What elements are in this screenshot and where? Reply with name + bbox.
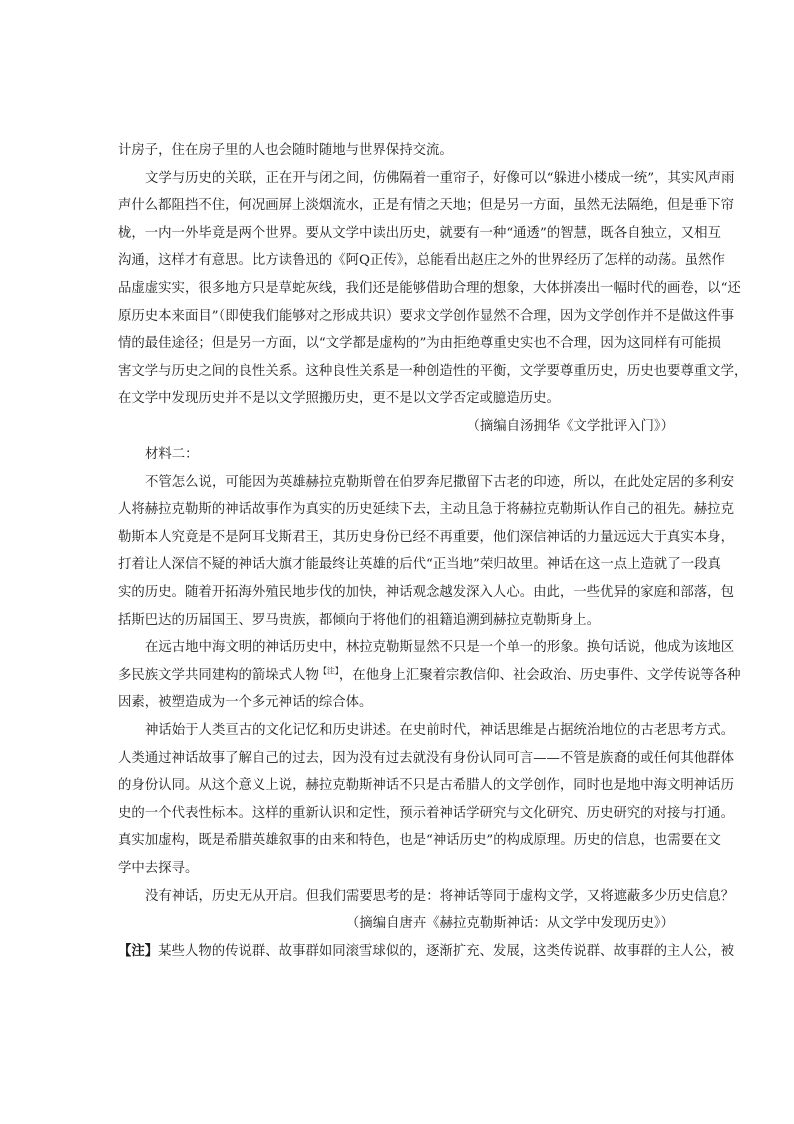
- paragraph-line: 的身份认同。从这个意义上说，赫拉克勒斯神话不只是古希腊人的文学创作，同时也是地中海文明神话历: [118, 778, 734, 794]
- footnote-label: 【注】: [118, 942, 159, 959]
- paragraph-line: 史的一个代表性标本。这样的重新认识和定性，预示着神话学研究与文化研究、历史研究的对接与打通。: [118, 805, 734, 821]
- paragraph-line: 勒斯本人究竟是不是阿耳戈斯君王，其历史身份已经不再重要，他们深信神话的力量远远大于真实本身，: [118, 529, 734, 545]
- paragraph-line: 打着让人深信不疑的神话大旗才能最终让英雄的后代“正当地”荣归故里。神话在这一点上造就了一段真: [118, 557, 721, 573]
- source-citation: （摘编自汤拥华《文学批评入门》）: [466, 418, 674, 434]
- footnote-marker: 【注】: [318, 666, 339, 676]
- paragraph-line: 品虚虚实实，很多地方只是草蛇灰线，我们还是能够借助合理的想象，大体拼凑出一幅时代的画卷，以“还: [118, 280, 741, 296]
- paragraph-line: 沟通，这样才有意思。比方读鲁迅的《阿Q正传》，总能看出赵庄之外的世界经历了怎样的动荡。虽然作: [118, 253, 725, 269]
- paragraph-line: 栊，一内一外毕竟是两个世界。要从文学中读出历史，就要有一种“通透”的智慧，既各自独立，又相互: [118, 225, 721, 241]
- paragraph-line: 人类通过神话故事了解自己的过去，因为没有过去就没有身份认同可言——不管是族裔的或任何其他群体: [118, 750, 734, 766]
- paragraph-line: 文学与历史的关联，正在开与闭之间，仿佛隔着一重帘子，好像可以“躲进小楼成一统”，其实风声雨: [145, 170, 735, 186]
- inline-text: ，在他身上汇聚着宗教信仰、社会政治、历史事件、文学传说等各种: [338, 667, 741, 683]
- paragraph-line: 因素，被塑造成为一个多元神话的综合体。: [118, 695, 373, 711]
- paragraph-line: 不管怎么说，可能因为英雄赫拉克勒斯曾在伯罗奔尼撒留下古老的印迹，所以，在此处定居的多利安: [145, 474, 735, 490]
- material-one-body: [118, 137, 748, 441]
- paragraph-line: 人将赫拉克勒斯的神话故事作为真实的历史延续下去，主动且急于将赫拉克勒斯认作自己的祖先。赫拉克: [118, 502, 734, 518]
- inline-text: 多民族文学共同建构的箭垛式人物: [118, 667, 319, 683]
- source-citation: （摘编自唐卉《赫拉克勒斯神话：从文学中发现历史》）: [345, 916, 674, 932]
- material-label: 材料二：: [145, 447, 199, 462]
- footnote: [118, 938, 734, 966]
- paragraph-line: 真实加虚构，既是希腊英雄叙事的由来和特色，也是“神话历史”的构成原理。历史的信息，也需要在文: [118, 833, 721, 849]
- paragraph-line: 括斯巴达的历届国王、罗马贵族，都倾向于将他们的祖籍追溯到赫拉克勒斯身上。: [118, 612, 601, 628]
- paragraph-line: 害文学与历史之间的良性关系。这种良性关系是一种创造性的平衡，文学要尊重历史，历史也要尊重文学，: [118, 363, 748, 379]
- paragraph-line: 计房子，住在房子里的人也会随时随地与世界保持交流。: [118, 143, 453, 158]
- paragraph-line: 情的最佳途径；但是另一方面，以“文学都是虚构的”为由拒绝尊重史实也不合理，因为这同样有可能损: [118, 336, 721, 352]
- paragraph-line: 在远古地中海文明的神话历史中，林拉克勒斯显然不只是一个单一的形象。换句话说，他成为该地区: [145, 640, 735, 656]
- paragraph-line: 声什么都阻挡不住，何况画屏上淡烟流水，正是有情之天地；但是另一方面，虽然无法隔绝，但是垂下帘: [118, 198, 734, 214]
- paragraph-line: 神话始于人类亘古的文化记忆和历史讲述。在史前时代，神话思维是占据统治地位的古老思考方式。: [145, 722, 735, 738]
- material-two-body: [118, 441, 741, 965]
- paragraph-line: 原历史本来面目”（即使我们能够对之形成共识）要求文学创作显然不合理，因为文学创作并不是做这件事: [118, 308, 735, 324]
- paragraph-line: [118, 662, 741, 690]
- paragraph-line: 学中去探寻。: [118, 860, 199, 876]
- paragraph-line: 在文学中发现历史并不是以文学照搬历史，更不是以文学否定或臆造历史。: [118, 391, 560, 407]
- paragraph-line: 实的历史。随着开拓海外殖民地步伐的加快，神话观念越发深入人心。由此，一些优异的家庭和部落，包: [118, 584, 734, 600]
- footnote-text: 某些人物的传说群、故事群如同滚雪球似的，逐渐扩充、发展，这类传说群、故事群的主人公，被: [158, 943, 734, 959]
- paragraph-line: 没有神话，历史无从开启。但我们需要思考的是：将神话等同于虚构文学，又将遮蔽多少历史信息？: [145, 888, 735, 904]
